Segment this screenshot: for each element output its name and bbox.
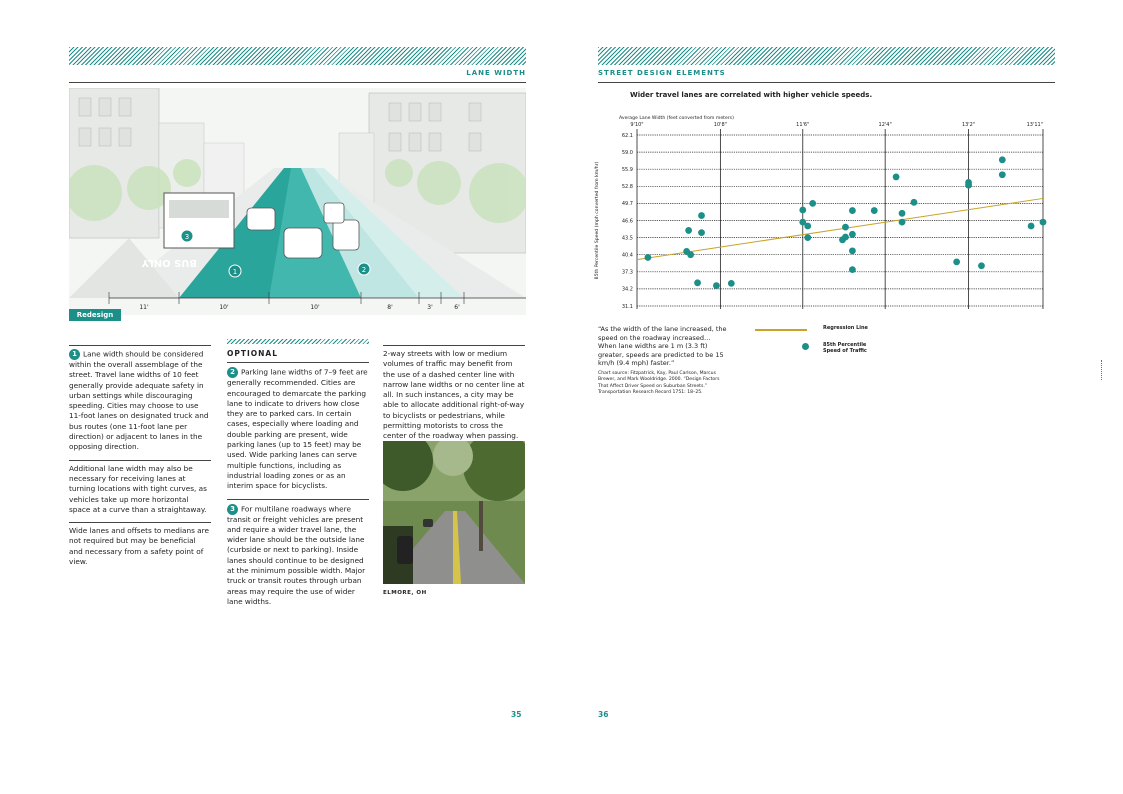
dimension-label: 6' xyxy=(454,304,460,311)
x-tick-label: 12'4" xyxy=(878,122,892,128)
data-point xyxy=(685,227,692,234)
dimension-label: 3' xyxy=(427,304,433,311)
data-point xyxy=(899,210,906,217)
y-tick-label: 52.8 xyxy=(621,184,633,191)
chart-title: Wider travel lanes are correlated with higher vehicle speeds. xyxy=(630,91,873,99)
legend-regression-label: Regression Line xyxy=(823,325,868,331)
data-point xyxy=(999,156,1006,163)
street-photo xyxy=(383,441,525,584)
data-point xyxy=(849,266,856,273)
y-tick-label: 31.1 xyxy=(621,303,633,310)
data-point xyxy=(911,199,918,206)
street-illustration xyxy=(69,88,526,315)
bus-only-marking: BUS ONLY xyxy=(141,257,197,268)
page-number-left: 35 xyxy=(511,710,522,719)
legend-dot-swatch xyxy=(802,343,809,350)
data-point xyxy=(849,207,856,214)
data-point xyxy=(804,223,811,230)
header-hatch-left xyxy=(69,47,526,65)
data-point xyxy=(698,229,705,236)
data-point xyxy=(799,207,806,214)
y-tick-label: 46.6 xyxy=(621,218,633,225)
data-point xyxy=(728,280,735,287)
dimension-label: 8' xyxy=(387,304,393,311)
quote-block xyxy=(598,325,730,397)
data-point xyxy=(849,231,856,238)
svg-text:1: 1 xyxy=(232,268,238,276)
col1-paragraph-2: Additional lane width may also be necessary for receiving lanes at turning locations with tight curves, as vehicles take up more horizontal space at a curve than a straightaway. xyxy=(69,463,207,514)
data-point xyxy=(953,258,960,265)
x-tick-label: 10'8" xyxy=(713,122,727,128)
left-column-2 xyxy=(227,339,369,607)
regression-line xyxy=(637,198,1043,259)
x-tick-label: 11'6" xyxy=(796,122,810,128)
y-tick-label: 49.7 xyxy=(621,201,633,208)
data-point xyxy=(1040,219,1047,226)
data-point xyxy=(842,224,849,231)
y-tick-label: 43.5 xyxy=(621,235,633,242)
data-point xyxy=(809,200,816,207)
y-tick-label: 34.2 xyxy=(621,286,633,293)
header-hatch-right xyxy=(598,47,1055,65)
dimension-label: 11' xyxy=(139,304,149,311)
col2-paragraph-2: For multilane roadways where transit or freight vehicles are present and require a wider travel lane, the wider lane should be the outside lane (curbside or next to parking). Inside lanes should continue to be designed at the minimum possible width. Major truck or transit routes through urban areas may require the use of wider lane widths. xyxy=(227,504,366,606)
data-point xyxy=(871,207,878,214)
redesign-badge-label: Redesign xyxy=(76,311,114,319)
data-point xyxy=(804,234,811,241)
y-tick-label: 55.9 xyxy=(621,167,633,173)
photo-caption: ELMORE, OH xyxy=(383,590,427,596)
legend xyxy=(755,323,885,363)
speed-quote: “As the width of the lane increased, the speed on the roadway increased… When lane widths are 1 m (3.3 ft) greater, speeds are predicted to be 15 km/h (9.4 mph) faster.” xyxy=(598,325,727,368)
x-axis-title: Average Lane Width (feet converted from meters) xyxy=(619,116,734,121)
dimension-label: 10' xyxy=(219,304,229,311)
svg-text:3: 3 xyxy=(184,233,190,241)
optional-heading: OPTIONAL xyxy=(227,349,279,358)
data-point xyxy=(687,251,694,258)
header-rule-right xyxy=(598,82,1055,83)
redesign-badge xyxy=(69,309,121,321)
marker-2-badge: 2 xyxy=(227,367,238,378)
data-point xyxy=(849,247,856,254)
col3-paragraph-1: 2-way streets with low or medium volumes of traffic may benefit from the use of a dashed center line with narrow lane widths or no center line at all. In such instances, a city may be able to allocate additional right-of-way to bicyclists or pedestrians, while permitting motorists to cross the center of the roadway when passing. xyxy=(383,349,525,441)
header-rule-left xyxy=(69,82,526,83)
data-point xyxy=(899,219,906,226)
edge-tick xyxy=(1101,360,1102,380)
y-tick-label: 59.0 xyxy=(621,149,633,156)
col1-paragraph-3: Wide lanes and offsets to medians are not required but may be beneficial and necessary from a safety point of view. xyxy=(69,526,209,567)
marker-3-badge: 3 xyxy=(227,504,238,515)
y-tick-label: 37.3 xyxy=(621,269,633,276)
left-column-1 xyxy=(69,345,211,567)
optional-hatch xyxy=(227,339,369,344)
svg-text:2: 2 xyxy=(361,266,367,274)
data-point xyxy=(842,234,849,241)
section-label-right: STREET DESIGN ELEMENTS xyxy=(598,69,726,77)
x-tick-label: 13'11" xyxy=(1026,122,1043,128)
y-tick-label: 62.1 xyxy=(621,132,633,139)
legend-regression-swatch xyxy=(755,329,807,331)
data-point xyxy=(1028,223,1035,230)
marker-3 xyxy=(181,230,193,242)
data-point xyxy=(698,212,705,219)
dimension-label: 10' xyxy=(310,304,320,311)
col1-paragraph-1: Lane width should be considered within the overall assemblage of the street. Travel lane widths of 10 feet generally provide adequate safety in urban settings while discouraging speeding. Cities may choose to use 11-foot lanes on designated truck and bus routes (one 11-foot lane per direction) or adjacent to lanes in the opposing direction. xyxy=(69,349,209,452)
data-point xyxy=(645,254,652,261)
marker-1-badge: 1 xyxy=(69,349,80,360)
chart-source: Chart source: Fitzpatrick, Kay, Paul Carlson, Marcus Brewer, and Mark Wooldridge. 2000. “Design Factors That Affect Driver Speed on Suburban Streets.” Transportation Research Record 1751: 18–25. xyxy=(598,370,720,396)
section-label-left: LANE WIDTH xyxy=(466,69,526,77)
left-column-3 xyxy=(383,345,525,442)
marker-2 xyxy=(358,263,370,275)
x-tick-label: 9'10" xyxy=(630,122,644,128)
col2-paragraph-1: Parking lane widths of 7–9 feet are generally recommended. Cities are encouraged to demarcate the parking lane to indicate to drivers how close they are to parked cars. In certain cases, especially where loading and double parking are present, wide parking lanes (up to 15 feet) may be used. Wide parking lanes can serve multiple functions, including as industrial loading zones or as an interim space for bicyclists. xyxy=(227,367,368,491)
data-point xyxy=(694,279,701,286)
y-axis-title: 85th Percentile Speed (mph converted from km/hr) xyxy=(595,161,600,280)
page-number-right: 36 xyxy=(598,710,609,719)
marker-1 xyxy=(229,265,241,277)
data-point xyxy=(999,171,1006,178)
legend-dot-label: 85th Percentile Speed of Traffic xyxy=(823,342,867,354)
data-point xyxy=(978,262,985,269)
x-tick-label: 13'2" xyxy=(961,122,976,128)
data-point xyxy=(893,174,900,181)
data-point xyxy=(965,182,972,189)
data-point xyxy=(713,282,720,289)
y-tick-label: 40.4 xyxy=(621,252,633,259)
scatter-chart xyxy=(585,110,1055,320)
